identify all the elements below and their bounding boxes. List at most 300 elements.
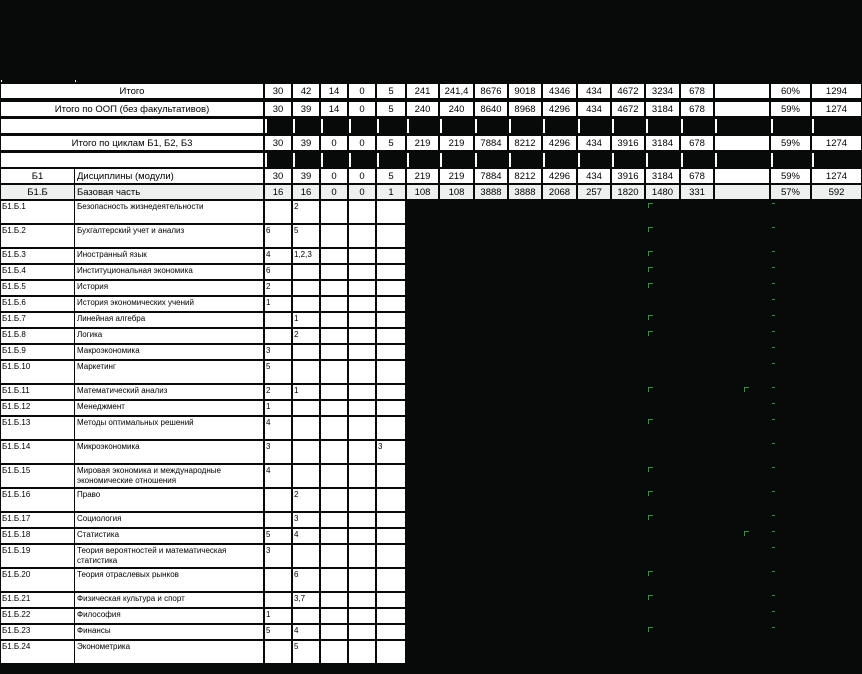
value-cell[interactable]: 0 — [349, 84, 375, 98]
semester-cell[interactable] — [349, 249, 375, 263]
semester-cell[interactable] — [265, 593, 291, 607]
grid-edge — [321, 153, 323, 167]
semester-cell[interactable] — [349, 641, 375, 663]
discipline-name-cell[interactable]: Социология — [75, 513, 263, 527]
semester-cell[interactable]: 4 — [265, 465, 291, 487]
cell-comment-marker-icon — [772, 299, 775, 304]
value-cell[interactable]: 8640 — [475, 102, 507, 116]
discipline-code-cell[interactable]: Б1.Б.21 — [1, 593, 74, 607]
value-cell[interactable]: 8968 — [509, 102, 541, 116]
semester-cell[interactable] — [349, 361, 375, 383]
semester-cell[interactable] — [377, 417, 405, 439]
grid-mark — [75, 80, 76, 82]
semester-cell[interactable] — [377, 625, 405, 639]
discipline-code-cell[interactable]: Б1.Б.8 — [1, 329, 74, 343]
value-cell[interactable]: 3234 — [646, 84, 679, 98]
semester-cell[interactable]: 2 — [293, 201, 319, 223]
semester-cell[interactable] — [293, 401, 319, 415]
semester-cell[interactable] — [377, 265, 405, 279]
discipline-code-cell[interactable]: Б1.Б.12 — [1, 401, 74, 415]
grid-edge — [321, 119, 323, 133]
semester-cell[interactable] — [377, 641, 405, 663]
value-cell[interactable]: 4296 — [543, 136, 576, 150]
value-cell[interactable] — [715, 102, 769, 116]
value-cell[interactable]: 3916 — [612, 136, 644, 150]
semester-cell[interactable] — [349, 489, 375, 511]
semester-cell[interactable]: 3 — [265, 545, 291, 567]
discipline-name-cell[interactable]: Право — [75, 489, 263, 511]
discipline-name-cell[interactable]: Эконометрика — [75, 641, 263, 663]
semester-cell[interactable]: 2 — [293, 489, 319, 511]
grid-edge — [543, 119, 545, 133]
semester-cell[interactable] — [321, 441, 347, 463]
cell-comment-marker-icon — [772, 267, 775, 272]
discipline-code-cell[interactable]: Б1.Б.17 — [1, 513, 74, 527]
empty-cell[interactable] — [1, 119, 263, 133]
value-cell[interactable]: 241,4 — [440, 84, 473, 98]
discipline-name-cell[interactable]: Статистика — [75, 529, 263, 543]
semester-cell[interactable] — [377, 529, 405, 543]
discipline-code-cell[interactable]: Б1.Б.3 — [1, 249, 74, 263]
semester-cell[interactable] — [377, 201, 405, 223]
semester-cell[interactable] — [293, 545, 319, 567]
semester-cell[interactable] — [377, 361, 405, 383]
semester-cell[interactable] — [349, 529, 375, 543]
semester-cell[interactable] — [321, 265, 347, 279]
discipline-name-cell[interactable]: Философия — [75, 609, 263, 623]
value-cell[interactable]: 241 — [407, 84, 438, 98]
grid-edge — [265, 153, 267, 167]
cell-comment-marker-icon — [648, 203, 653, 208]
discipline-name-cell[interactable]: Бухгалтерский учет и анализ — [75, 225, 263, 247]
value-cell[interactable]: 5 — [377, 136, 405, 150]
value-cell[interactable]: 678 — [681, 169, 713, 183]
row-label-cell[interactable]: Итого — [1, 84, 263, 98]
value-cell[interactable]: 1274 — [812, 169, 861, 183]
grid-edge — [293, 153, 295, 167]
cell-comment-marker-icon — [648, 627, 653, 632]
grid-mark — [1, 80, 2, 82]
value-cell[interactable]: 39 — [293, 136, 319, 150]
semester-cell[interactable]: 4 — [293, 625, 319, 639]
value-cell[interactable]: 678 — [681, 136, 713, 150]
semester-cell[interactable] — [377, 609, 405, 623]
semester-cell[interactable] — [293, 417, 319, 439]
semester-cell[interactable] — [293, 297, 319, 311]
semester-cell[interactable]: 6 — [265, 265, 291, 279]
discipline-name-cell[interactable]: Финансы — [75, 625, 263, 639]
semester-cell[interactable] — [377, 281, 405, 295]
semester-cell[interactable] — [293, 265, 319, 279]
discipline-code-cell[interactable]: Б1.Б.16 — [1, 489, 74, 511]
semester-cell[interactable]: 5 — [265, 529, 291, 543]
semester-cell[interactable] — [349, 513, 375, 527]
discipline-name-cell[interactable]: Математический анализ — [75, 385, 263, 399]
semester-cell[interactable] — [265, 329, 291, 343]
semester-cell[interactable] — [349, 329, 375, 343]
grid-edge — [812, 119, 814, 133]
value-cell[interactable]: 42 — [293, 84, 319, 98]
value-cell[interactable]: 0 — [321, 185, 347, 199]
semester-cell[interactable] — [349, 417, 375, 439]
value-cell[interactable]: 108 — [440, 185, 473, 199]
semester-cell[interactable] — [377, 385, 405, 399]
semester-cell[interactable] — [377, 401, 405, 415]
value-cell[interactable]: 5 — [377, 84, 405, 98]
value-cell[interactable]: 331 — [681, 185, 713, 199]
discipline-code-cell[interactable]: Б1.Б.1 — [1, 201, 74, 223]
value-cell[interactable]: 7884 — [475, 136, 507, 150]
value-cell[interactable]: 8676 — [475, 84, 507, 98]
discipline-name-cell[interactable]: Микроэкономика — [75, 441, 263, 463]
semester-cell[interactable] — [349, 569, 375, 591]
value-cell[interactable]: 30 — [265, 136, 291, 150]
value-cell[interactable]: 219 — [407, 169, 438, 183]
semester-cell[interactable] — [377, 465, 405, 487]
grid-edge — [646, 119, 648, 133]
discipline-code-cell[interactable]: Б1.Б.4 — [1, 265, 74, 279]
value-cell[interactable]: 3888 — [475, 185, 507, 199]
semester-cell[interactable] — [265, 513, 291, 527]
value-cell[interactable]: 434 — [578, 136, 610, 150]
discipline-name-cell[interactable]: Институциональная экономика — [75, 265, 263, 279]
value-cell[interactable]: 7884 — [475, 169, 507, 183]
semester-cell[interactable] — [293, 441, 319, 463]
discipline-name-cell[interactable]: Маркетинг — [75, 361, 263, 383]
value-cell[interactable]: 8212 — [509, 136, 541, 150]
semester-cell[interactable]: 5 — [293, 225, 319, 247]
cell-comment-marker-icon — [648, 515, 653, 520]
semester-cell[interactable]: 5 — [293, 641, 319, 663]
value-cell[interactable]: 434 — [578, 169, 610, 183]
semester-cell[interactable]: 1 — [265, 401, 291, 415]
value-cell[interactable]: 2068 — [543, 185, 576, 199]
grid-edge — [771, 153, 773, 167]
value-cell[interactable]: 5 — [377, 102, 405, 116]
cell-comment-marker-icon — [648, 251, 653, 256]
semester-cell[interactable] — [377, 313, 405, 327]
value-cell[interactable]: 0 — [349, 102, 375, 116]
value-cell[interactable]: 4672 — [612, 102, 644, 116]
grid-edge — [265, 119, 267, 133]
value-cell[interactable]: 0 — [321, 136, 347, 150]
semester-cell[interactable]: 5 — [265, 625, 291, 639]
discipline-code-cell[interactable]: Б1.Б.5 — [1, 281, 74, 295]
value-cell[interactable]: 14 — [321, 84, 347, 98]
cell-comment-marker-icon — [648, 571, 653, 576]
semester-cell[interactable] — [349, 281, 375, 295]
semester-cell[interactable] — [321, 465, 347, 487]
value-cell[interactable]: 30 — [265, 84, 291, 98]
discipline-code-cell[interactable]: Б1.Б.9 — [1, 345, 74, 359]
value-cell[interactable]: 57% — [771, 185, 810, 199]
discipline-name-cell[interactable]: Физическая культура и спорт — [75, 593, 263, 607]
value-cell[interactable]: 240 — [407, 102, 438, 116]
value-cell[interactable]: 59% — [771, 136, 810, 150]
value-cell[interactable]: 1820 — [612, 185, 644, 199]
semester-cell[interactable]: 3 — [265, 345, 291, 359]
semester-cell[interactable] — [265, 569, 291, 591]
discipline-name-cell[interactable]: Макроэкономика — [75, 345, 263, 359]
value-cell[interactable]: 14 — [321, 102, 347, 116]
discipline-code-cell[interactable]: Б1.Б.18 — [1, 529, 74, 543]
semester-cell[interactable] — [377, 569, 405, 591]
value-cell[interactable]: 678 — [681, 102, 713, 116]
discipline-name-cell[interactable]: Менеджмент — [75, 401, 263, 415]
discipline-code-cell[interactable]: Б1.Б.14 — [1, 441, 74, 463]
value-cell[interactable]: 219 — [407, 136, 438, 150]
value-cell[interactable]: 592 — [812, 185, 861, 199]
value-cell[interactable]: 108 — [407, 185, 438, 199]
value-cell[interactable]: 3184 — [646, 169, 679, 183]
discipline-code-cell[interactable]: Б1.Б.15 — [1, 465, 74, 487]
semester-cell[interactable] — [349, 593, 375, 607]
discipline-code-cell[interactable]: Б1.Б.22 — [1, 609, 74, 623]
semester-cell[interactable] — [293, 281, 319, 295]
semester-cell[interactable] — [349, 201, 375, 223]
value-cell[interactable]: 0 — [349, 136, 375, 150]
cell-comment-marker-icon — [772, 347, 775, 352]
cell-comment-marker-icon — [744, 387, 749, 392]
discipline-name-cell[interactable]: Теория вероятностей и математическая статистика — [75, 545, 263, 567]
cell-comment-marker-icon — [772, 443, 775, 448]
semester-cell[interactable]: 2 — [293, 329, 319, 343]
cell-comment-marker-icon — [772, 467, 775, 472]
discipline-code-cell[interactable]: Б1.Б.19 — [1, 545, 74, 567]
value-cell[interactable]: 5 — [377, 169, 405, 183]
discipline-name-cell[interactable]: История — [75, 281, 263, 295]
value-cell[interactable]: 1 — [377, 185, 405, 199]
semester-cell[interactable] — [377, 593, 405, 607]
semester-cell[interactable] — [265, 201, 291, 223]
value-cell[interactable]: 4346 — [543, 84, 576, 98]
cell-comment-marker-icon — [772, 403, 775, 408]
cell-comment-marker-icon — [648, 387, 653, 392]
value-cell[interactable] — [715, 84, 769, 98]
discipline-name-cell[interactable]: Теория отраслевых рынков — [75, 569, 263, 591]
value-cell[interactable]: 0 — [321, 169, 347, 183]
value-cell[interactable]: 0 — [349, 169, 375, 183]
cell-comment-marker-icon — [772, 363, 775, 368]
semester-cell[interactable] — [349, 545, 375, 567]
semester-cell[interactable]: 3 — [293, 513, 319, 527]
semester-cell[interactable] — [377, 545, 405, 567]
semester-cell[interactable] — [377, 513, 405, 527]
semester-cell[interactable] — [321, 625, 347, 639]
semester-cell[interactable] — [321, 609, 347, 623]
semester-cell[interactable] — [349, 401, 375, 415]
semester-cell[interactable] — [377, 489, 405, 511]
discipline-name-cell[interactable]: Мировая экономика и международные экономические отношения — [75, 465, 263, 487]
semester-cell[interactable] — [349, 385, 375, 399]
discipline-code-cell[interactable]: Б1.Б.11 — [1, 385, 74, 399]
semester-cell[interactable]: 6 — [293, 569, 319, 591]
value-cell[interactable]: 16 — [293, 185, 319, 199]
semester-cell[interactable] — [349, 265, 375, 279]
grid-edge — [715, 119, 717, 133]
semester-cell[interactable]: 2 — [265, 281, 291, 295]
semester-cell[interactable] — [321, 313, 347, 327]
semester-cell[interactable]: 3 — [377, 441, 405, 463]
value-cell[interactable]: 3888 — [509, 185, 541, 199]
value-cell[interactable]: 1294 — [812, 84, 861, 98]
value-cell[interactable]: 59% — [771, 169, 810, 183]
value-cell[interactable]: 3184 — [646, 136, 679, 150]
discipline-code-cell[interactable]: Б1.Б.13 — [1, 417, 74, 439]
cell-comment-marker-icon — [772, 491, 775, 496]
semester-cell[interactable] — [321, 225, 347, 247]
semester-cell[interactable] — [321, 489, 347, 511]
value-cell[interactable]: 434 — [578, 84, 610, 98]
semester-cell[interactable] — [349, 225, 375, 247]
value-cell[interactable]: 30 — [265, 169, 291, 183]
semester-cell[interactable] — [321, 545, 347, 567]
cell-comment-marker-icon — [772, 203, 775, 208]
discipline-code-cell[interactable]: Б1.Б.24 — [1, 641, 74, 663]
value-cell[interactable]: 678 — [681, 84, 713, 98]
value-cell[interactable]: 0 — [349, 185, 375, 199]
semester-cell[interactable] — [321, 401, 347, 415]
discipline-name-cell[interactable]: Безопасность жизнедеятельности — [75, 201, 263, 223]
value-cell[interactable]: 39 — [293, 169, 319, 183]
semester-cell[interactable] — [377, 249, 405, 263]
semester-cell[interactable] — [321, 529, 347, 543]
discipline-name-cell[interactable]: Иностранный язык — [75, 249, 263, 263]
value-cell[interactable]: 3916 — [612, 169, 644, 183]
semester-cell[interactable] — [321, 385, 347, 399]
semester-cell[interactable] — [377, 345, 405, 359]
semester-cell[interactable] — [321, 417, 347, 439]
semester-cell[interactable] — [349, 297, 375, 311]
semester-cell[interactable] — [293, 345, 319, 359]
semester-cell[interactable] — [377, 329, 405, 343]
semester-cell[interactable] — [349, 345, 375, 359]
semester-cell[interactable]: 4 — [265, 417, 291, 439]
semester-cell[interactable]: 6 — [265, 225, 291, 247]
semester-cell[interactable] — [377, 225, 405, 247]
semester-cell[interactable] — [349, 465, 375, 487]
value-cell[interactable] — [715, 136, 769, 150]
semester-cell[interactable] — [321, 569, 347, 591]
semester-cell[interactable] — [265, 489, 291, 511]
value-cell[interactable]: 1274 — [812, 102, 861, 116]
semester-cell[interactable] — [321, 281, 347, 295]
value-cell[interactable]: 8212 — [509, 169, 541, 183]
value-cell[interactable]: 39 — [293, 102, 319, 116]
semester-cell[interactable] — [321, 329, 347, 343]
discipline-name-cell[interactable]: История экономических учений — [75, 297, 263, 311]
value-cell[interactable]: 4672 — [612, 84, 644, 98]
semester-cell[interactable]: 1,2,3 — [293, 249, 319, 263]
semester-cell[interactable]: 3,7 — [293, 593, 319, 607]
value-cell[interactable]: 1274 — [812, 136, 861, 150]
semester-cell[interactable] — [349, 609, 375, 623]
discipline-code-cell[interactable]: Б1.Б.7 — [1, 313, 74, 327]
semester-cell[interactable] — [293, 465, 319, 487]
value-cell[interactable]: 9018 — [509, 84, 541, 98]
semester-cell[interactable] — [321, 361, 347, 383]
semester-cell[interactable] — [321, 249, 347, 263]
semester-cell[interactable] — [321, 513, 347, 527]
semester-cell[interactable] — [349, 625, 375, 639]
semester-cell[interactable]: 1 — [293, 313, 319, 327]
value-cell[interactable]: 30 — [265, 102, 291, 116]
value-cell[interactable]: 4296 — [543, 102, 576, 116]
semester-cell[interactable]: 3 — [265, 441, 291, 463]
row-label-cell[interactable]: Базовая часть — [75, 185, 263, 199]
value-cell[interactable]: 60% — [771, 84, 810, 98]
row-label-cell[interactable]: Дисциплины (модули) — [75, 169, 263, 183]
value-cell[interactable]: 59% — [771, 102, 810, 116]
semester-cell[interactable] — [349, 313, 375, 327]
value-cell[interactable]: 219 — [440, 136, 473, 150]
semester-cell[interactable]: 4 — [293, 529, 319, 543]
discipline-name-cell[interactable]: Методы оптимальных решений — [75, 417, 263, 439]
cell-comment-marker-icon — [744, 531, 749, 536]
discipline-code-cell[interactable]: Б1.Б.10 — [1, 361, 74, 383]
semester-cell[interactable] — [265, 641, 291, 663]
discipline-code-cell[interactable]: Б1.Б.23 — [1, 625, 74, 639]
value-cell[interactable]: 1480 — [646, 185, 679, 199]
discipline-code-cell[interactable]: Б1.Б.2 — [1, 225, 74, 247]
cell-comment-marker-icon — [772, 251, 775, 256]
value-cell[interactable]: 219 — [440, 169, 473, 183]
discipline-code-cell[interactable]: Б1.Б.6 — [1, 297, 74, 311]
grid-edge — [349, 153, 351, 167]
semester-cell[interactable] — [321, 593, 347, 607]
cell-comment-marker-icon — [772, 627, 775, 632]
grid-edge — [812, 153, 814, 167]
cell-comment-marker-icon — [648, 491, 653, 496]
discipline-code-cell[interactable]: Б1.Б.20 — [1, 569, 74, 591]
semester-cell[interactable] — [293, 609, 319, 623]
semester-cell[interactable] — [321, 201, 347, 223]
value-cell[interactable]: 16 — [265, 185, 291, 199]
value-cell[interactable]: 3184 — [646, 102, 679, 116]
semester-cell[interactable]: 4 — [265, 249, 291, 263]
semester-cell[interactable]: 1 — [265, 297, 291, 311]
empty-cell[interactable] — [1, 153, 263, 167]
row-code-cell[interactable]: Б1 — [1, 169, 74, 183]
semester-cell[interactable] — [321, 345, 347, 359]
row-label-cell[interactable]: Итого по циклам Б1, Б2, Б3 — [1, 136, 263, 150]
semester-cell[interactable] — [377, 297, 405, 311]
semester-cell[interactable] — [265, 313, 291, 327]
discipline-name-cell[interactable]: Линейная алгебра — [75, 313, 263, 327]
value-cell[interactable]: 434 — [578, 102, 610, 116]
value-cell[interactable]: 240 — [440, 102, 473, 116]
semester-cell[interactable]: 5 — [265, 361, 291, 383]
row-code-cell[interactable]: Б1.Б — [1, 185, 74, 199]
semester-cell[interactable] — [321, 641, 347, 663]
semester-cell[interactable] — [293, 361, 319, 383]
semester-cell[interactable]: 1 — [293, 385, 319, 399]
semester-cell[interactable]: 1 — [265, 609, 291, 623]
grid-edge — [578, 119, 580, 133]
cell-comment-marker-icon — [772, 331, 775, 336]
value-cell[interactable]: 257 — [578, 185, 610, 199]
semester-cell[interactable] — [321, 297, 347, 311]
grid-edge — [578, 153, 580, 167]
row-label-cell[interactable]: Итого по ООП (без факультативов) — [1, 102, 263, 116]
value-cell[interactable] — [715, 169, 769, 183]
cell-comment-marker-icon — [648, 227, 653, 232]
value-cell[interactable]: 4296 — [543, 169, 576, 183]
semester-cell[interactable]: 2 — [265, 385, 291, 399]
value-cell[interactable] — [715, 185, 769, 199]
discipline-name-cell[interactable]: Логика — [75, 329, 263, 343]
semester-cell[interactable] — [349, 441, 375, 463]
